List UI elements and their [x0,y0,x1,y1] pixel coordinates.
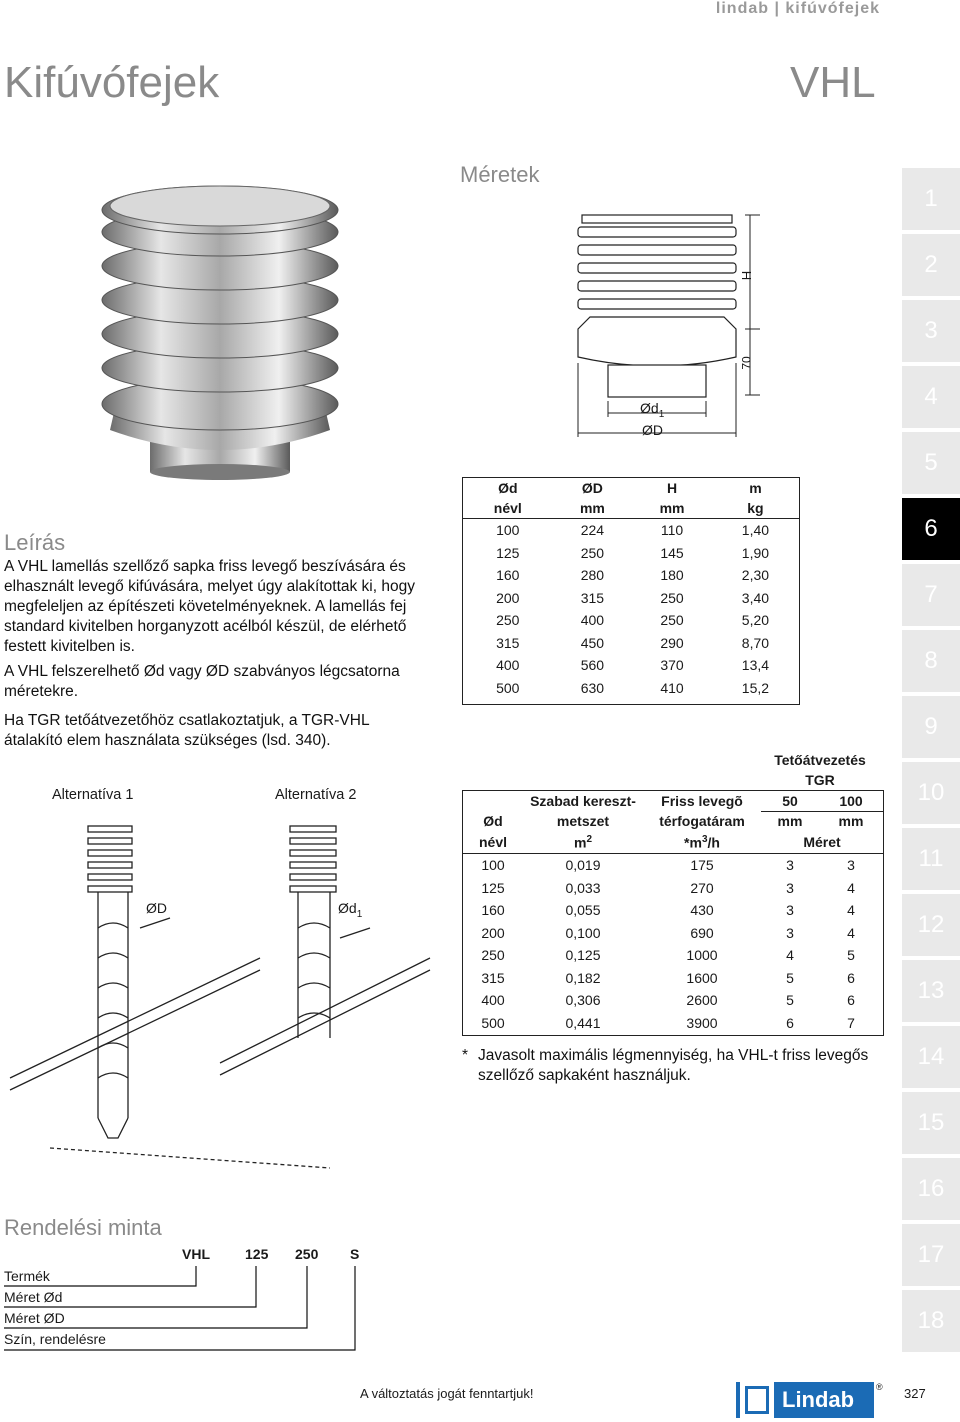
tab-3[interactable]: 3 [902,300,960,362]
order-line-od: Méret Ød [4,1289,63,1305]
table-row [463,877,883,900]
table-cell: 3 [786,879,794,896]
tab-14[interactable]: 14 [902,1026,960,1088]
alternative-1-label: Alternatíva 1 [52,787,134,803]
table-row [463,654,799,677]
order-code-product: VHL [182,1246,210,1262]
table-cell: 160 [481,902,505,919]
airflow-header-row-3 [463,831,883,854]
footnote-text: Javasolt maximális légmennyiség, ha VHL-t friss levegős szellőző sapkaként használjuk. [478,1047,869,1084]
col-flow-2: térfogatáram [659,813,745,829]
dim-oD-label: ØD [642,422,663,438]
table-cell: 1000 [686,947,718,964]
table-row [463,519,799,542]
tab-6[interactable]: 6 [902,498,960,560]
table-cell: 6 [847,992,855,1009]
tab-12[interactable]: 12 [902,894,960,956]
alt1-diameter-label: ØD [146,900,167,916]
order-line-color: Szín, rendelésre [4,1331,106,1347]
table-cell: 250 [660,589,684,606]
col-h: H [666,480,678,496]
alternative-2-label: Alternatíva 2 [275,787,357,803]
table-cell: 3,40 [741,589,770,606]
table-cell: 630 [580,679,605,696]
lindab-logo-mark [740,1382,774,1418]
table-cell: 4 [786,947,794,964]
table-cell: 224 [580,522,605,539]
tab-10[interactable]: 10 [902,762,960,824]
table-cell: 180 [660,567,684,584]
table-cell: 4 [847,879,855,896]
lindab-logo [736,1382,874,1418]
table-cell: 13,4 [741,657,770,674]
table-row [463,944,883,967]
table-cell: 290 [660,634,684,651]
table-row [463,542,799,565]
tab-2[interactable]: 2 [902,234,960,296]
logo-reg: ® [876,1382,883,1392]
footnote-mark: * [462,1047,469,1064]
table-cell: 6 [786,1014,794,1031]
table-cell: 400 [496,657,520,674]
tgr-heading: Tetőátvezetés TGR [774,752,866,788]
table-cell: 5 [847,947,855,964]
unit-od: névl [493,500,522,516]
table-cell: 1600 [686,969,718,986]
table-cell: 200 [481,924,505,941]
lindab-logo-text: Lindab [782,1387,855,1412]
tab-9[interactable]: 9 [902,696,960,758]
tab-8[interactable]: 8 [902,630,960,692]
col-od: Ød [498,480,518,496]
description-heading: Leírás [4,530,66,555]
product-code-title: VHL [790,58,876,107]
table-cell: 500 [481,1014,505,1031]
table-cell: 690 [690,924,714,941]
page-title: Kifúvófejek [4,58,220,107]
table-cell: 400 [580,612,605,629]
tab-7[interactable]: 7 [902,564,960,626]
header-brand: lindab | kifúvófejek [715,0,880,17]
airflow-header-row-2 [463,811,883,831]
dim-70-label: 70 [739,356,754,370]
table-cell: 250 [496,612,520,629]
tab-1[interactable]: 1 [902,168,960,230]
table-cell: 0,182 [565,969,601,986]
airflow-table [462,790,884,1036]
table-cell: 315 [580,589,605,606]
table-cell: 2,30 [741,567,770,584]
table-cell: 410 [660,679,684,696]
table-cell: 6 [847,969,855,986]
table-cell: 0,441 [565,1014,601,1031]
table-row [463,564,799,587]
section-tabs [902,168,960,1368]
table-cell: 200 [496,589,520,606]
tab-13[interactable]: 13 [902,960,960,1022]
table-cell: 280 [580,567,605,584]
table-cell: 3900 [686,1014,718,1031]
installation-diagram [0,818,440,1178]
table-cell: 110 [660,522,684,539]
description-p2: A VHL felszerelhető Ød vagy ØD szabványos légcsatorna méretekre. [4,663,400,700]
col-area-unit: $m^2$ [573,833,592,851]
table-cell: 560 [580,657,605,674]
airflow-header-row-1 [463,791,883,811]
tab-11[interactable]: 11 [902,828,960,890]
table-cell: 400 [481,992,505,1009]
table-row [463,677,799,700]
table-cell: 3 [847,857,855,874]
col-100-unit: mm [819,811,883,831]
order-code-oD: 250 [295,1246,319,1262]
col-m: m [749,480,762,496]
table-cell: 3 [786,902,794,919]
order-heading: Rendelési minta [4,1215,162,1240]
tab-16[interactable]: 16 [902,1158,960,1220]
table-cell: 145 [660,544,684,561]
order-code-od: 125 [245,1246,269,1262]
footer-notice: A változtatás jogát fenntartjuk! [360,1386,534,1401]
col-meret: Méret [803,834,841,850]
col-od2: Ød [483,813,503,829]
table-cell: 2600 [686,992,718,1009]
table-row [463,632,799,655]
technical-drawing [560,205,780,445]
unit-m: kg [747,500,764,516]
table-cell: 7 [847,1014,855,1031]
table-cell: 4 [847,924,855,941]
table-cell: 0,019 [565,857,601,874]
table-cell: 1,40 [741,522,770,539]
table-header-row [463,478,799,498]
col-area-2: metszet [556,813,610,829]
table-cell: 270 [690,879,714,896]
table-cell: 125 [481,879,505,896]
description-p1: A VHL lamellás szellőző sapka friss levegő beszívására és elhasznált levegő kifúvására, melyet úgy alakítottak ki, hogy megfeleljen az építészeti követelményeknek. A lamellás fej standard kivitelben horganyzott acélból készül, de elérhető festett kivitelben is. [4,558,415,655]
tab-15[interactable]: 15 [902,1092,960,1154]
col-od2-unit: névl [478,834,507,850]
page-number: 327 [904,1386,926,1401]
tab-4[interactable]: 4 [902,366,960,428]
table-cell: 250 [481,947,505,964]
table-cell: 5 [786,969,794,986]
table-cell: 160 [496,567,520,584]
table-cell: 0,055 [565,902,601,919]
table-cell: 250 [580,544,605,561]
table-cell: 430 [690,902,714,919]
table-cell: 3 [786,857,794,874]
table-cell: 3 [786,924,794,941]
description-p3: Ha TGR tetőátvezetőhöz csatlakoztatjuk, a TGR-VHL átalakító elem használata szükséges (lsd. 340). [4,712,369,749]
table-cell: 250 [660,612,684,629]
table-cell: 4 [847,902,855,919]
table-cell: 315 [496,634,520,651]
col-100: 100 [839,792,863,809]
table-cell: 450 [580,634,605,651]
table-row [463,1012,883,1035]
table-row [463,922,883,945]
col-flow-unit: $*m^3/h$ [684,833,720,851]
table-cell: 1,90 [741,544,770,561]
table-cell: 5 [786,992,794,1009]
table-row [463,967,883,990]
table-cell: 5,20 [741,612,770,629]
table-cell: 0,033 [565,879,601,896]
order-line-oD: Méret ØD [4,1310,65,1326]
dimensions-table [462,477,800,705]
dim-od1-label: $Ød_1$ [640,400,665,420]
table-cell: 0,306 [565,992,601,1009]
dim-h-label: H [739,270,755,281]
table-row [463,989,883,1012]
col-50-unit: mm [761,811,819,831]
col-50: 50 [782,792,798,809]
tab-5[interactable]: 5 [902,432,960,494]
product-photo [70,180,370,480]
table-cell: 100 [481,857,505,874]
table-cell: 370 [660,657,684,674]
order-code-color: S [350,1246,360,1262]
table-cell: 315 [481,969,505,986]
table-cell: 500 [496,679,520,696]
table-cell: 0,125 [565,947,601,964]
table-row [463,854,883,877]
dimensions-heading: Méretek [460,162,540,187]
table-cell: 100 [496,522,520,539]
table-row [463,899,883,922]
col-flow: Friss levegõ [661,793,743,809]
alt2-diameter-label: $Ød_1$ [338,900,363,920]
table-row [463,609,799,632]
tab-17[interactable]: 17 [902,1224,960,1286]
tab-18[interactable]: 18 [902,1290,960,1352]
table-cell: 8,70 [741,634,770,651]
table-cell: 125 [496,544,520,561]
order-line-product: Termék [4,1268,50,1284]
col-area: Szabad kereszt- [530,793,636,809]
table-unit-row [463,498,799,519]
table-cell: 15,2 [741,679,770,696]
table-row [463,587,799,610]
col-oD: ØD [581,480,603,496]
table-cell: 175 [690,857,714,874]
unit-h: mm [659,500,685,516]
unit-oD: mm [579,500,605,516]
table-cell: 0,100 [565,924,601,941]
